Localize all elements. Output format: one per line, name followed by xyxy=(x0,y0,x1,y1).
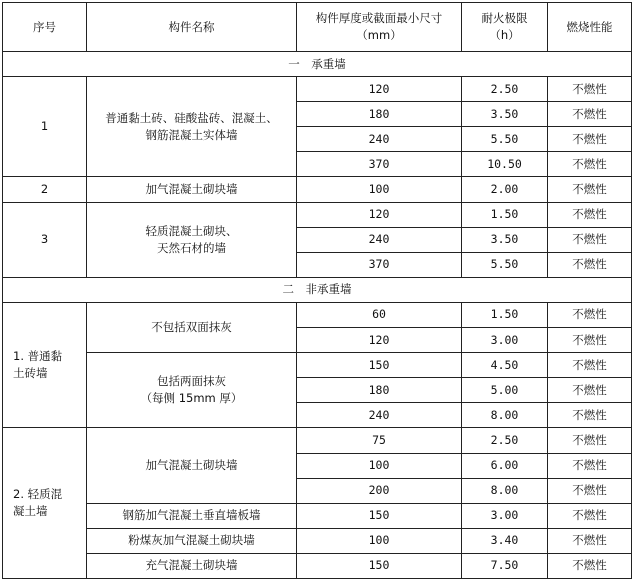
table-row xyxy=(3,503,632,528)
row-no: 1 xyxy=(3,77,87,177)
section-row xyxy=(3,52,632,77)
burn-cell: 不燃性 xyxy=(548,302,632,327)
component-name: 粉煤灰加气混凝土砌块墙 xyxy=(87,528,297,553)
table-row xyxy=(3,353,632,378)
thickness-cell: 240 xyxy=(297,227,462,252)
burn-cell: 不燃性 xyxy=(548,177,632,202)
burn-cell: 不燃性 xyxy=(548,403,632,428)
limit-cell: 3.40 xyxy=(462,528,548,553)
header-row xyxy=(3,3,632,52)
header-limit: 耐火极限 （h） xyxy=(462,3,548,52)
limit-cell: 5.50 xyxy=(462,252,548,277)
table-row xyxy=(3,428,632,453)
burn-cell: 不燃性 xyxy=(548,453,632,478)
header-burn: 燃烧性能 xyxy=(548,3,632,52)
component-name: 加气混凝土砌块墙 xyxy=(87,177,297,202)
burn-cell: 不燃性 xyxy=(548,503,632,528)
row-no: 2. 轻质混 凝土墙 xyxy=(3,428,87,579)
limit-cell: 4.50 xyxy=(462,353,548,378)
burn-cell: 不燃性 xyxy=(548,378,632,403)
limit-cell: 3.50 xyxy=(462,227,548,252)
limit-cell: 8.00 xyxy=(462,403,548,428)
thickness-cell: 180 xyxy=(297,378,462,403)
table-row xyxy=(3,177,632,202)
fire-resistance-table xyxy=(2,2,632,579)
limit-cell: 6.00 xyxy=(462,453,548,478)
limit-cell: 8.00 xyxy=(462,478,548,503)
table-row xyxy=(3,202,632,227)
burn-cell: 不燃性 xyxy=(548,202,632,227)
limit-cell: 2.50 xyxy=(462,428,548,453)
limit-cell: 5.00 xyxy=(462,378,548,403)
limit-cell: 2.50 xyxy=(462,77,548,102)
burn-cell: 不燃性 xyxy=(548,478,632,503)
limit-cell: 1.50 xyxy=(462,302,548,327)
burn-cell: 不燃性 xyxy=(548,152,632,177)
thickness-cell: 120 xyxy=(297,202,462,227)
limit-cell: 7.50 xyxy=(462,553,548,578)
thickness-cell: 75 xyxy=(297,428,462,453)
header-no: 序号 xyxy=(3,3,87,52)
table-row xyxy=(3,77,632,102)
burn-cell: 不燃性 xyxy=(548,252,632,277)
burn-cell: 不燃性 xyxy=(548,328,632,353)
thickness-cell: 100 xyxy=(297,177,462,202)
thickness-cell: 120 xyxy=(297,77,462,102)
burn-cell: 不燃性 xyxy=(548,77,632,102)
thickness-cell: 180 xyxy=(297,102,462,127)
burn-cell: 不燃性 xyxy=(548,428,632,453)
limit-cell: 2.00 xyxy=(462,177,548,202)
thickness-cell: 60 xyxy=(297,302,462,327)
thickness-cell: 120 xyxy=(297,328,462,353)
thickness-cell: 150 xyxy=(297,503,462,528)
component-name: 不包括双面抹灰 xyxy=(87,302,297,352)
limit-cell: 5.50 xyxy=(462,127,548,152)
burn-cell: 不燃性 xyxy=(548,528,632,553)
section-title: 一 承重墙 xyxy=(3,52,632,77)
section-row xyxy=(3,277,632,302)
burn-cell: 不燃性 xyxy=(548,102,632,127)
row-no: 3 xyxy=(3,202,87,277)
thickness-cell: 150 xyxy=(297,553,462,578)
row-no: 1. 普通黏 土砖墙 xyxy=(3,302,87,427)
component-name: 充气混凝土砌块墙 xyxy=(87,553,297,578)
burn-cell: 不燃性 xyxy=(548,353,632,378)
limit-cell: 3.00 xyxy=(462,328,548,353)
burn-cell: 不燃性 xyxy=(548,553,632,578)
row-no: 2 xyxy=(3,177,87,202)
table-row xyxy=(3,553,632,578)
section-title: 二 非承重墙 xyxy=(3,277,632,302)
component-name: 轻质混凝土砌块、 天然石材的墙 xyxy=(87,202,297,277)
table-row xyxy=(3,302,632,327)
component-name: 加气混凝土砌块墙 xyxy=(87,428,297,503)
limit-cell: 3.00 xyxy=(462,503,548,528)
thickness-cell: 100 xyxy=(297,453,462,478)
table-row xyxy=(3,528,632,553)
component-name: 包括两面抹灰 （每侧 15mm 厚） xyxy=(87,353,297,428)
limit-cell: 10.50 xyxy=(462,152,548,177)
burn-cell: 不燃性 xyxy=(548,227,632,252)
thickness-cell: 370 xyxy=(297,152,462,177)
header-thickness: 构件厚度或截面最小尺寸 （mm） xyxy=(297,3,462,52)
thickness-cell: 150 xyxy=(297,353,462,378)
limit-cell: 1.50 xyxy=(462,202,548,227)
limit-cell: 3.50 xyxy=(462,102,548,127)
thickness-cell: 240 xyxy=(297,127,462,152)
thickness-cell: 100 xyxy=(297,528,462,553)
thickness-cell: 200 xyxy=(297,478,462,503)
thickness-cell: 370 xyxy=(297,252,462,277)
component-name: 钢筋加气混凝土垂直墙板墙 xyxy=(87,503,297,528)
component-name: 普通黏土砖、硅酸盐砖、混凝土、 钢筋混凝土实体墙 xyxy=(87,77,297,177)
header-name: 构件名称 xyxy=(87,3,297,52)
thickness-cell: 240 xyxy=(297,403,462,428)
burn-cell: 不燃性 xyxy=(548,127,632,152)
